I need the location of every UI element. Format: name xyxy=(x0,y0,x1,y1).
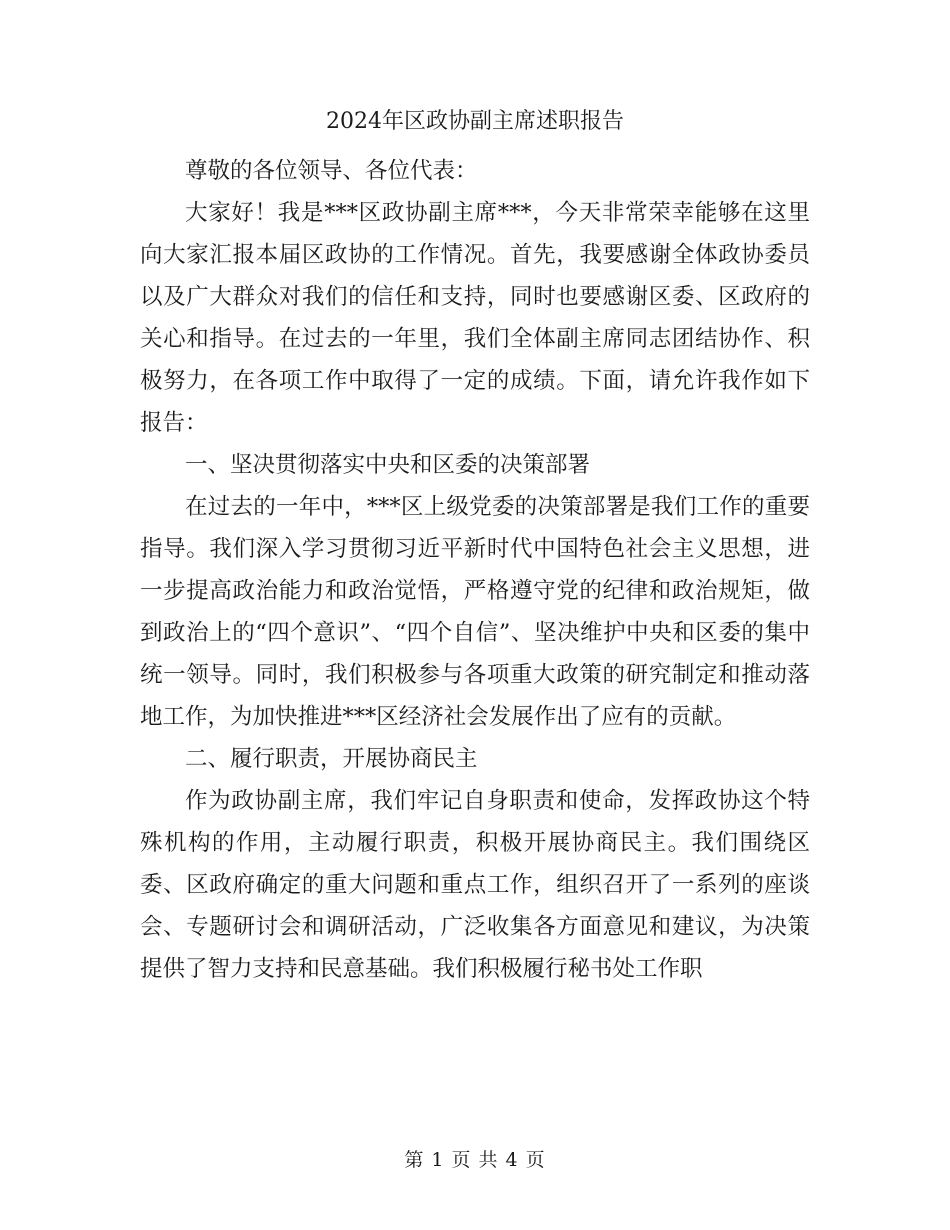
body-paragraph: 在过去的一年中，***区上级党委的决策部署是我们工作的重要指导。我们深入学习贯彻习近平新时代中国特色社会主义思想，进一步提高政治能力和政治觉悟，严格遵守党的纪律和政治规矩，做到政治上的“四个意识”、“四个自信”、坚决维护中央和区委的集中统一领导。同时，我们积极参与各项重大政策的研究制定和推动落地工作，为加快推进***区经济社会发展作出了应有的贡献。 xyxy=(140,494,810,730)
salutation-paragraph: 尊敬的各位领导、各位代表： xyxy=(185,158,478,184)
body-paragraph: 作为政协副主席，我们牢记自身职责和使命，发挥政协这个特殊机构的作用，主动履行职责，积极开展协商民主。我们围绕区委、区政府确定的重大问题和重点工作，组织召开了一系列的座谈会、专题研讨会和调研活动，广泛收集各方面意见和建议，为决策提供了智力支持和民意基础。我们积极履行秘书处工作职 xyxy=(140,788,810,982)
section-heading: 一、坚决贯彻落实中央和区委的决策部署 xyxy=(185,452,591,478)
body-paragraph: 大家好！我是***区政协副主席***，今天非常荣幸能够在这里向大家汇报本届区政协的工作情况。首先，我要感谢全体政协委员以及广大群众对我们的信任和支持，同时也要感谢区委、区政府的关心和指导。在过去的一年里，我们全体副主席同志团结协作、积极努力，在各项工作中取得了一定的成绩。下面，请允许我作如下报告： xyxy=(140,200,810,436)
section-heading: 二、履行职责，开展协商民主 xyxy=(185,746,478,772)
document-body xyxy=(140,150,810,990)
page-number-footer: 第 1 页 共 4 页 xyxy=(404,1149,546,1171)
document-title: 2024年区政协副主席述职报告 xyxy=(326,109,624,134)
